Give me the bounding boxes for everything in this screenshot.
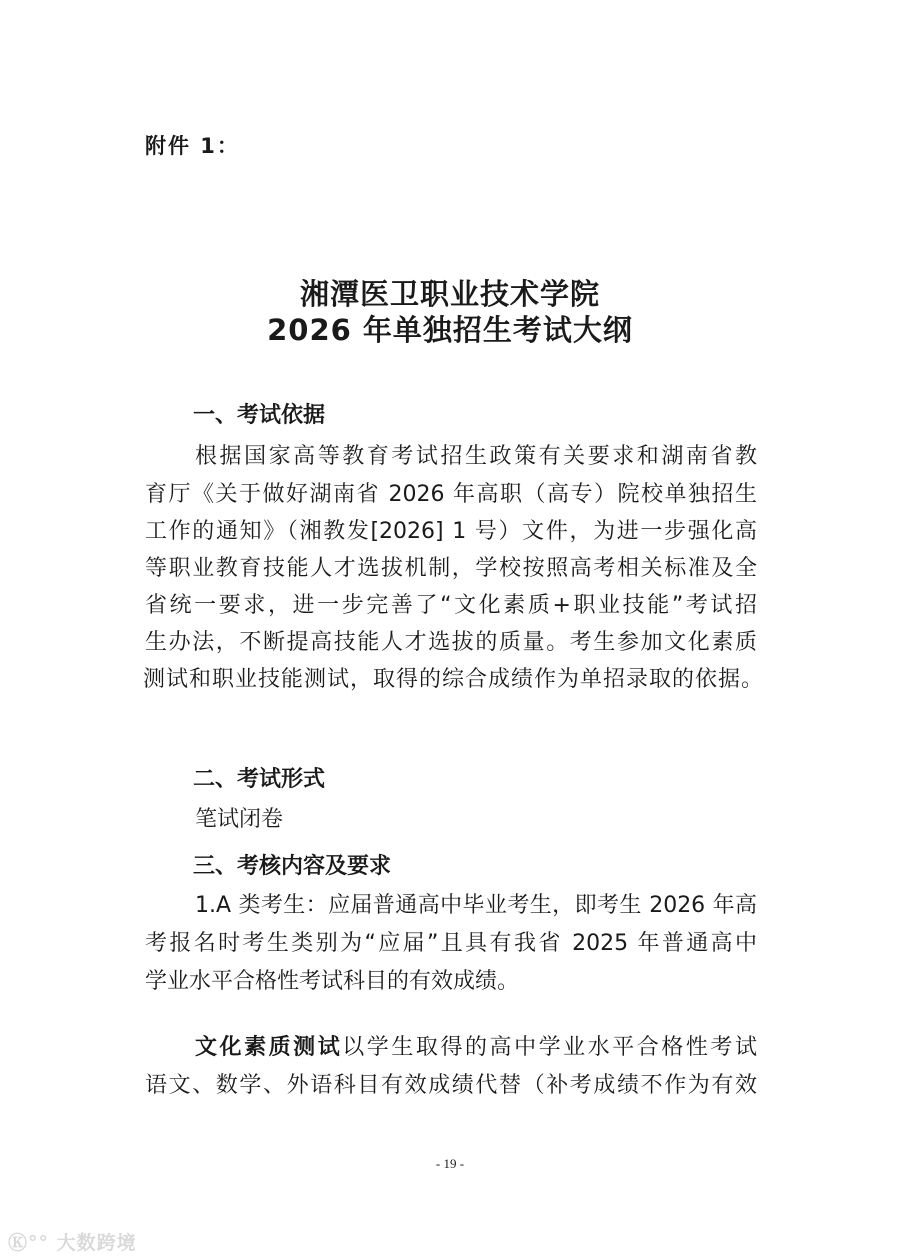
paragraph-line: 工作的通知》（湘教发[2026] 1 号）文件，为进一步强化高 <box>145 519 757 544</box>
section-heading-basis: 一、考试依据 <box>193 403 326 428</box>
paragraph-line: 等职业教育技能人才选拔机制，学校按照高考相关标准及全 <box>145 556 757 581</box>
attachment-label: 附件 1： <box>145 134 240 158</box>
paragraph-line: 1.A 类考生：应届普通高中毕业考生，即考生 2026 年高 <box>195 893 757 918</box>
paragraph-line: 测试和职业技能测试，取得的综合成绩作为单招录取的依据。 <box>143 667 763 692</box>
paragraph-line: 语文、数学、外语科目有效成绩代替（补考成绩不作为有效 <box>145 1073 757 1098</box>
section-heading-format: 二、考试形式 <box>193 767 326 792</box>
paragraph-line: 学业水平合格性考试科目的有效成绩。 <box>145 969 520 994</box>
paragraph-line: 生办法，不断提高技能人才选拔的质量。考生参加文化素质 <box>145 630 757 655</box>
page-number: - 19 - <box>435 1156 465 1171</box>
paragraph-line: 根据国家高等教育考试招生政策有关要求和湖南省教 <box>195 444 757 469</box>
paragraph-line: 省统一要求，进一步完善了“文化素质+职业技能”考试招 <box>145 593 757 618</box>
paragraph-text: 以学生取得的高中学业水平合格性考试 <box>342 1035 757 1060</box>
paragraph-line <box>145 1034 757 1062</box>
paragraph-line: 考报名时考生类别为“应届”且具有我省 2025 年普通高中 <box>145 931 757 956</box>
watermark-logo <box>8 1228 137 1255</box>
document-title-line2: 2026 年单独招生考试大纲 <box>267 313 633 347</box>
paragraph-line: 育厅《关于做好湖南省 2026 年高职（高专）院校单独招生 <box>145 482 757 507</box>
section-heading-content: 三、考核内容及要求 <box>193 854 392 879</box>
document-title-line1: 湘潭医卫职业技术学院 <box>299 277 600 311</box>
paragraph-line: 笔试闭卷 <box>195 807 284 832</box>
watermark-text: 大数跨境 <box>56 1232 137 1254</box>
bold-term: 文化素质测试 <box>195 1035 343 1060</box>
watermark-icon: Ⓚ°° <box>8 1232 57 1254</box>
